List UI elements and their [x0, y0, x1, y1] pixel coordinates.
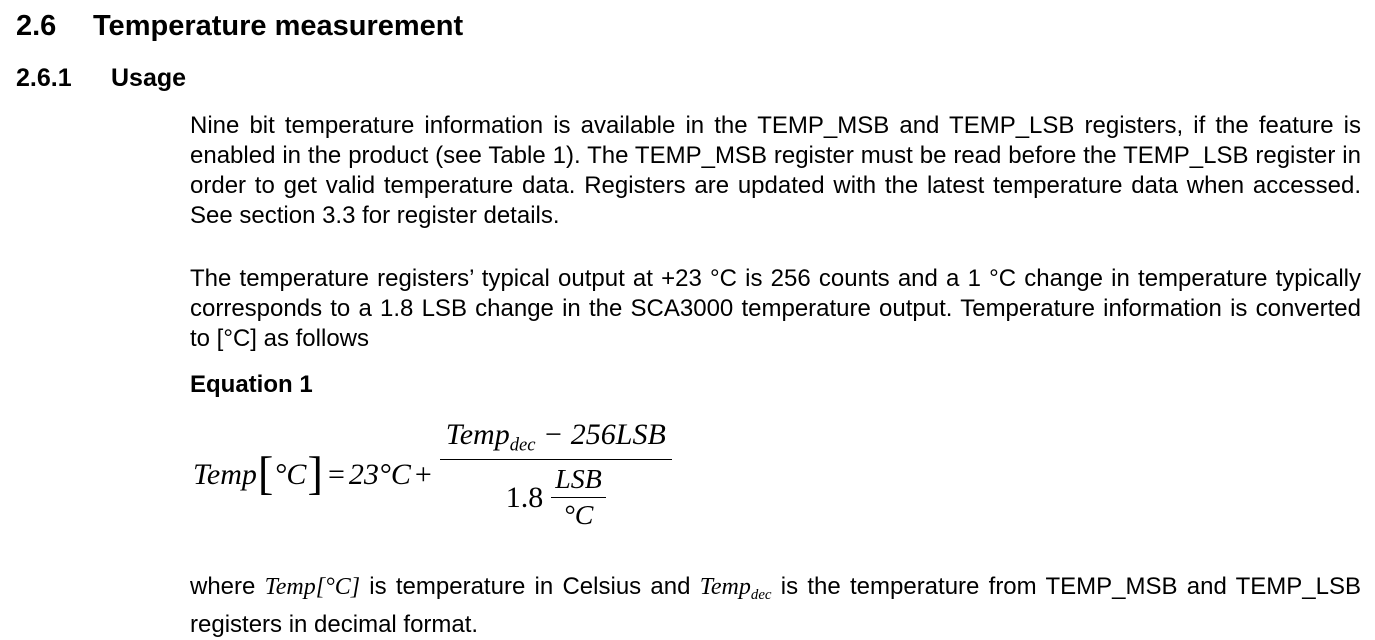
def-math-base: Temp [699, 574, 751, 600]
eq-numerator [440, 418, 672, 460]
subsection-title: Usage [111, 64, 187, 92]
paragraph-conversion: The temperature registers’ typical output at +23 °C is 256 counts and a 1 °C change in temperature typically corresponds to a 1.8 LSB change in the SCA3000 temperature output. Temperature information is converted to [°C] as follows [190, 265, 1361, 352]
def-math-temp: Temp[°C] [264, 574, 361, 600]
section-title: Temperature measurement [93, 10, 464, 42]
section-number: 2.6 [16, 10, 57, 42]
paragraph-intro: Nine bit temperature information is available in the TEMP_MSB and TEMP_LSB registers, if the feature is enabled in the product (see Table 1). The TEMP_MSB register must be read before the TEMP_LSB register in order to get valid temperature data. Registers are updated with the latest temperature data when accessed. See section 3.3 for register details. [190, 112, 1361, 229]
eq-fraction [440, 418, 672, 532]
eq-den-coef: 1.8 [505, 480, 544, 514]
eq-plus: + [414, 457, 432, 491]
def-text-pre: where [190, 573, 265, 600]
eq-inner-fraction [551, 464, 606, 532]
eq-right-bracket: ] [307, 448, 323, 500]
eq-num-rest: − 256LSB [543, 418, 666, 451]
eq-left-bracket: [ [257, 448, 274, 500]
subsection-heading [16, 60, 186, 96]
def-text-mid: is temperature in Celsius and [360, 573, 700, 600]
paragraph-definitions [190, 572, 1361, 640]
eq-inner-num: LSB [551, 464, 606, 498]
def-text-post: is the temperature from TEMP_MSB and TEMP_LSB registers in decimal format. [190, 573, 1361, 639]
def-math-tempdec [699, 574, 772, 604]
eq-lhs-unit: °C [274, 457, 307, 491]
eq-num-sub: dec [509, 434, 536, 456]
section-heading [16, 6, 463, 46]
eq-lhs-var: Temp [193, 457, 257, 491]
eq-num-var: Temp [445, 418, 510, 451]
eq-denominator [506, 460, 606, 532]
equation-1 [193, 418, 672, 532]
eq-constant: 23°C [348, 457, 411, 491]
eq-equals: = [327, 457, 345, 491]
def-math-sub: dec [750, 587, 772, 604]
eq-inner-den: °C [563, 499, 594, 531]
subsection-number: 2.6.1 [16, 64, 72, 92]
equation-label: Equation 1 [190, 371, 313, 398]
